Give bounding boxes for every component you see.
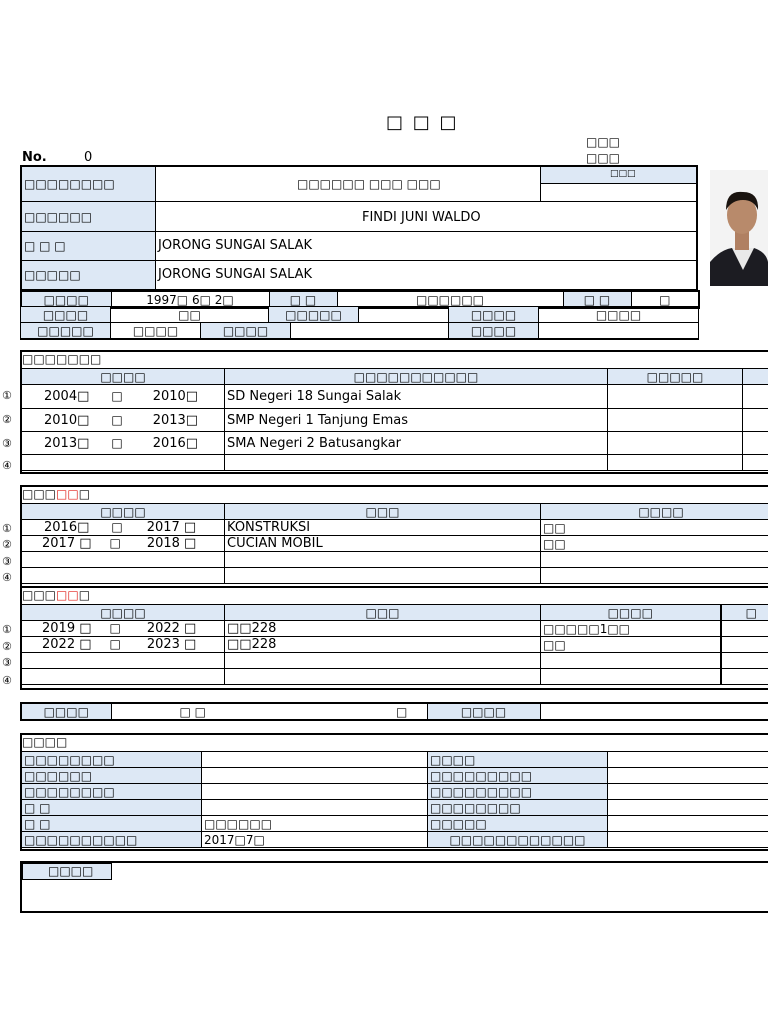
edu-row1-from: 2004□ [44,389,90,404]
education-table [21,368,768,471]
r2-value3: □□□□ [539,307,699,323]
edu-row3-from: 2013□ [44,435,90,451]
edu-row1-sep: □ [111,389,123,403]
edu-row3-to: 2016□ [152,435,199,451]
work1-row1-duty: □□ [541,520,768,536]
other-l1-value [202,752,428,768]
work2-col-duty: □□□□ [541,605,721,621]
period-row [20,702,768,721]
other-l6-label: □□□□□□□□□□ [22,832,202,848]
work1-row1-from: 2016□ [44,520,90,535]
education-title: □□□□□□□ [22,352,102,366]
work2-col-extra: □ [721,605,768,621]
work2-row1-sep: □ [109,621,121,635]
edu-row2-period [22,409,225,432]
name-value: FINDI JUNI WALDO [362,210,481,225]
edu-mark-4: ④ [2,459,12,472]
other-r6-value [608,832,768,848]
other-l5-label: □ □ [22,816,202,832]
address-label: □ □ □ [24,239,66,253]
work1-row3-period [22,552,225,568]
work2-row2-period [22,637,225,653]
name-kana-label: □□□□□□□□ [24,177,115,191]
work1-row2-company: CUCIAN MOBIL [225,536,541,552]
period-label: □□□□ [21,703,111,720]
work1-mark-3: ③ [2,555,12,568]
work2-row2-duty: □□ [541,637,721,653]
other-l3-value [202,784,428,800]
other-r6-label: □□□□□□□□□□□□ [428,832,608,848]
work2-title-a: □□□ [22,588,57,602]
r3-value3 [539,323,699,340]
work1-row2-to: 2018 □ [146,536,197,551]
r3-label3: □□□□ [449,323,539,340]
edu-row1-school: SD Negeri 18 Sungai Salak [225,385,608,409]
r3-value1: □□□□ [111,323,201,340]
r2-label3: □□□□ [449,307,539,323]
work2-row2-sep: □ [109,637,121,651]
edu-row2-sep: □ [111,412,123,427]
r2-label2: □□□□□ [269,307,359,323]
work1-col-period: □□□□ [22,504,225,520]
name-label: □□□□□□ [24,210,93,224]
remarks-label: □□□□ [48,864,94,878]
birth-label: □□□□ [21,291,111,308]
topright-line1: □□□ [586,135,621,149]
period-value2 [540,703,768,720]
other-r4-label: □□□□□□□□ [428,800,608,816]
work2-mark-2: ② [2,640,12,653]
work1-row4-period [22,568,225,584]
small-value-cell [540,183,697,202]
work1-row2-sep: □ [109,536,121,550]
sex-value: □ [631,291,699,308]
work1-col-duty: □□□□ [541,504,768,520]
work1-table [21,503,768,584]
r3-label2: □□□□ [201,323,291,340]
other-r1-value [608,752,768,768]
no-value: 0 [84,150,93,165]
other-r3-label: □□□□□□□□□ [428,784,608,800]
name-kana-value: □□□□□□ □□□ □□□ [297,177,441,191]
edu-row4-school [225,455,608,471]
work1-row1-company: KONSTRUKSI [225,520,541,536]
other-r4-value [608,800,768,816]
edu-mark-2: ② [2,413,12,426]
work1-title [22,488,90,500]
edu-mark-3: ③ [2,437,12,450]
other-r1-label: □□□□ [428,752,608,768]
other-r2-label: □□□□□□□□□ [428,768,608,784]
age-label: □ □ [269,291,337,308]
document-title: □ □ □ [386,112,459,133]
info-table-2 [20,306,699,323]
work1-mark-4: ④ [2,571,12,584]
period-end: □ [396,704,408,719]
work2-row2-company: □□228 [225,637,541,653]
period-mid: □ □ [179,704,206,719]
remarks-section [20,861,768,913]
work1-row2-period [22,536,225,552]
no-label: No. [22,150,47,165]
work2-title-b: □ [78,588,91,602]
address2-value: JORONG SUNGAI SALAK [158,267,313,282]
work2-row1-duty: □□□□□1□□ [541,621,721,637]
work2-row1-from: 2019 □ [42,621,92,636]
other-l2-label: □□□□□□ [22,768,202,784]
other-title: □□□□ [22,735,68,749]
r2-value1: □□ [111,307,269,323]
other-l4-label: □ □ [22,800,202,816]
edu-row2-school: SMP Negeri 1 Tanjung Emas [225,409,608,432]
work1-row2-from: 2017 □ [42,536,92,551]
edu-col-note: □□□□□ [608,369,743,385]
edu-row2-from: 2010□ [44,412,90,428]
edu-row3-sep: □ [111,435,123,450]
edu-row1-to: 2010□ [152,389,199,404]
work1-col-company: □□□ [225,504,541,520]
work2-mark-3: ③ [2,656,12,669]
other-l3-label: □□□□□□□□ [22,784,202,800]
work1-row1-period [22,520,225,536]
r2-value2 [359,307,449,323]
small-label: □□□ [610,169,636,179]
period-value [111,703,427,720]
r2-label1: □□□□ [21,307,111,323]
sex-label: □ □ [563,291,631,308]
work2-row1-period [22,621,225,637]
r3-label1: □□□□□ [21,323,111,340]
work1-title-red: □□ [56,487,79,501]
work2-row1-company: □□228 [225,621,541,637]
work1-mark-1: ① [2,522,12,535]
edu-row1-period [22,385,225,409]
topright-line2: □□□ [586,151,621,165]
other-l1-label: □□□□□□□□ [22,752,202,768]
work2-mark-4: ④ [2,674,12,687]
work2-row2-from: 2022 □ [42,637,92,652]
work2-row3-period [22,653,225,669]
age-value: □□□□□□ [337,291,563,308]
work2-row2-to: 2023 □ [146,637,197,652]
edu-row3-school: SMA Negeri 2 Batusangkar [225,432,608,455]
profile-photo [710,170,768,286]
r3-value2 [291,323,449,340]
work2-mark-1: ① [2,623,12,636]
work2-row1-to: 2022 □ [146,621,197,636]
edu-col-period: □□□□ [22,369,225,385]
work1-row2-duty: □□ [541,536,768,552]
other-table [21,751,768,848]
other-r5-value [608,816,768,832]
work1-row1-to: 2017 □ [146,520,197,535]
other-r2-value [608,768,768,784]
address-value: JORONG SUNGAI SALAK [158,238,313,253]
edu-col-school: □□□□□□□□□□□ [225,369,608,385]
work2-col-company: □□□ [225,605,541,621]
work2-row4-period [22,669,225,685]
period-label2: □□□□ [427,703,540,720]
edu-row3-period [22,432,225,455]
work1-mark-2: ② [2,538,12,551]
other-r5-label: □□□□□ [428,816,608,832]
work2-table [21,604,768,685]
other-r3-value [608,784,768,800]
other-l2-value [202,768,428,784]
other-l5-value: □□□□□□ [202,816,428,832]
edu-row4-period [22,455,225,471]
edu-col-extra [743,369,768,385]
info-table-3 [20,322,699,340]
edu-mark-1: ① [2,389,12,402]
address2-label: □□□□□ [24,268,81,282]
work2-title-red: □□ [56,588,79,602]
work1-title-b: □ [78,487,91,501]
work2-title [22,589,90,601]
work2-col-period: □□□□ [22,605,225,621]
birth-value: 1997□ 6□ 2□ [111,291,269,308]
work1-row1-sep: □ [111,520,123,534]
edu-row2-to: 2013□ [152,412,199,428]
other-l4-value [202,800,428,816]
work1-title-a: □□□ [22,487,57,501]
other-l6-value: 2017□7□ [202,832,428,848]
